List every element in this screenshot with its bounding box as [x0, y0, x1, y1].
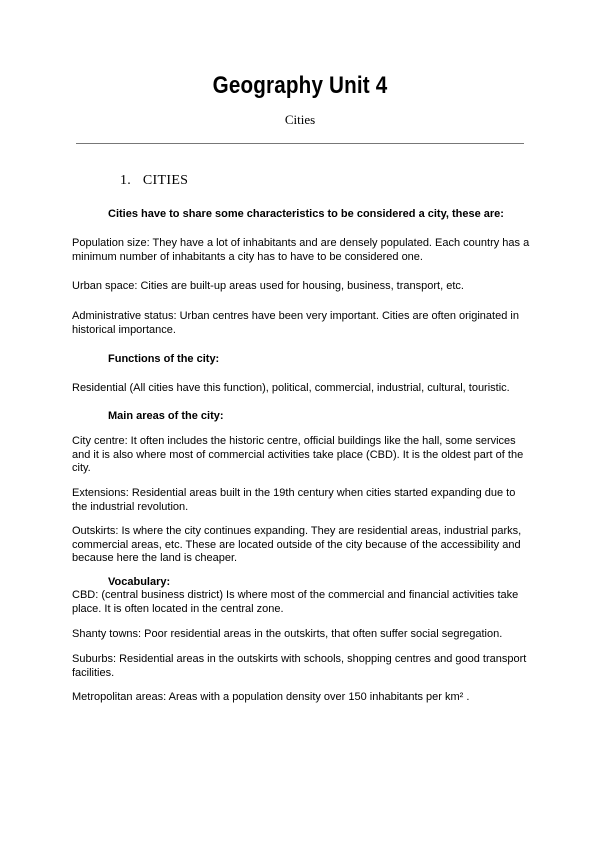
paragraph-urban-space: Urban space: Cities are built-up areas used for housing, business, transport, etc. — [72, 280, 464, 292]
paragraph-population-size: Population size: They have a lot of inhabitants and are densely populated. Each country has a minimum number of inhabitants a city has to have to be considered one. — [72, 237, 530, 263]
paragraph-city-centre: City centre: It often includes the historic centre, official buildings like the hall, some services and it is also where most of commercial activities take place (CBD). It is the oldest part of the city. — [72, 435, 524, 474]
paragraph-metropolitan-areas: Metropolitan areas: Areas with a population density over 150 inhabitants per km² . — [72, 691, 470, 703]
vocabulary-heading: Vocabulary: — [108, 576, 171, 588]
section-heading — [120, 173, 188, 189]
paragraph-outskirts: Outskirts: Is where the city continues expanding. They are residential areas, industrial parks, commercial areas, etc. These are located outside of the city because of the accessibility and because here the land is cheaper. — [72, 525, 522, 564]
paragraph-cbd: CBD: (central business district) Is where most of the commercial and financial activities take place. It is often located in the central zone. — [72, 589, 519, 615]
title-divider — [76, 143, 524, 144]
paragraph-extensions: Extensions: Residential areas built in the 19th century when cities started expanding due to the industrial revolution. — [72, 487, 516, 513]
functions-heading: Functions of the city: — [108, 353, 220, 365]
paragraph-administrative-status: Administrative status: Urban centres have been very important. Cities are often originated in historical importance. — [72, 310, 519, 336]
page-subtitle: Cities — [284, 112, 316, 127]
areas-heading: Main areas of the city: — [108, 410, 224, 422]
paragraph-suburbs: Suburbs: Residential areas in the outskirts with schools, shopping centres and good transport facilities. — [72, 653, 527, 679]
section-label: CITIES — [142, 173, 189, 188]
section-number: 1. — [120, 173, 132, 188]
page-title: Geography Unit 4 — [212, 72, 388, 99]
paragraph-functions: Residential (All cities have this function), political, commercial, industrial, cultural, touristic. — [72, 382, 510, 394]
paragraph-shanty-towns: Shanty towns: Poor residential areas in the outskirts, that often suffer social segregation. — [72, 628, 503, 640]
intro-heading: Cities have to share some characteristics to be considered a city, these are: — [108, 208, 504, 220]
